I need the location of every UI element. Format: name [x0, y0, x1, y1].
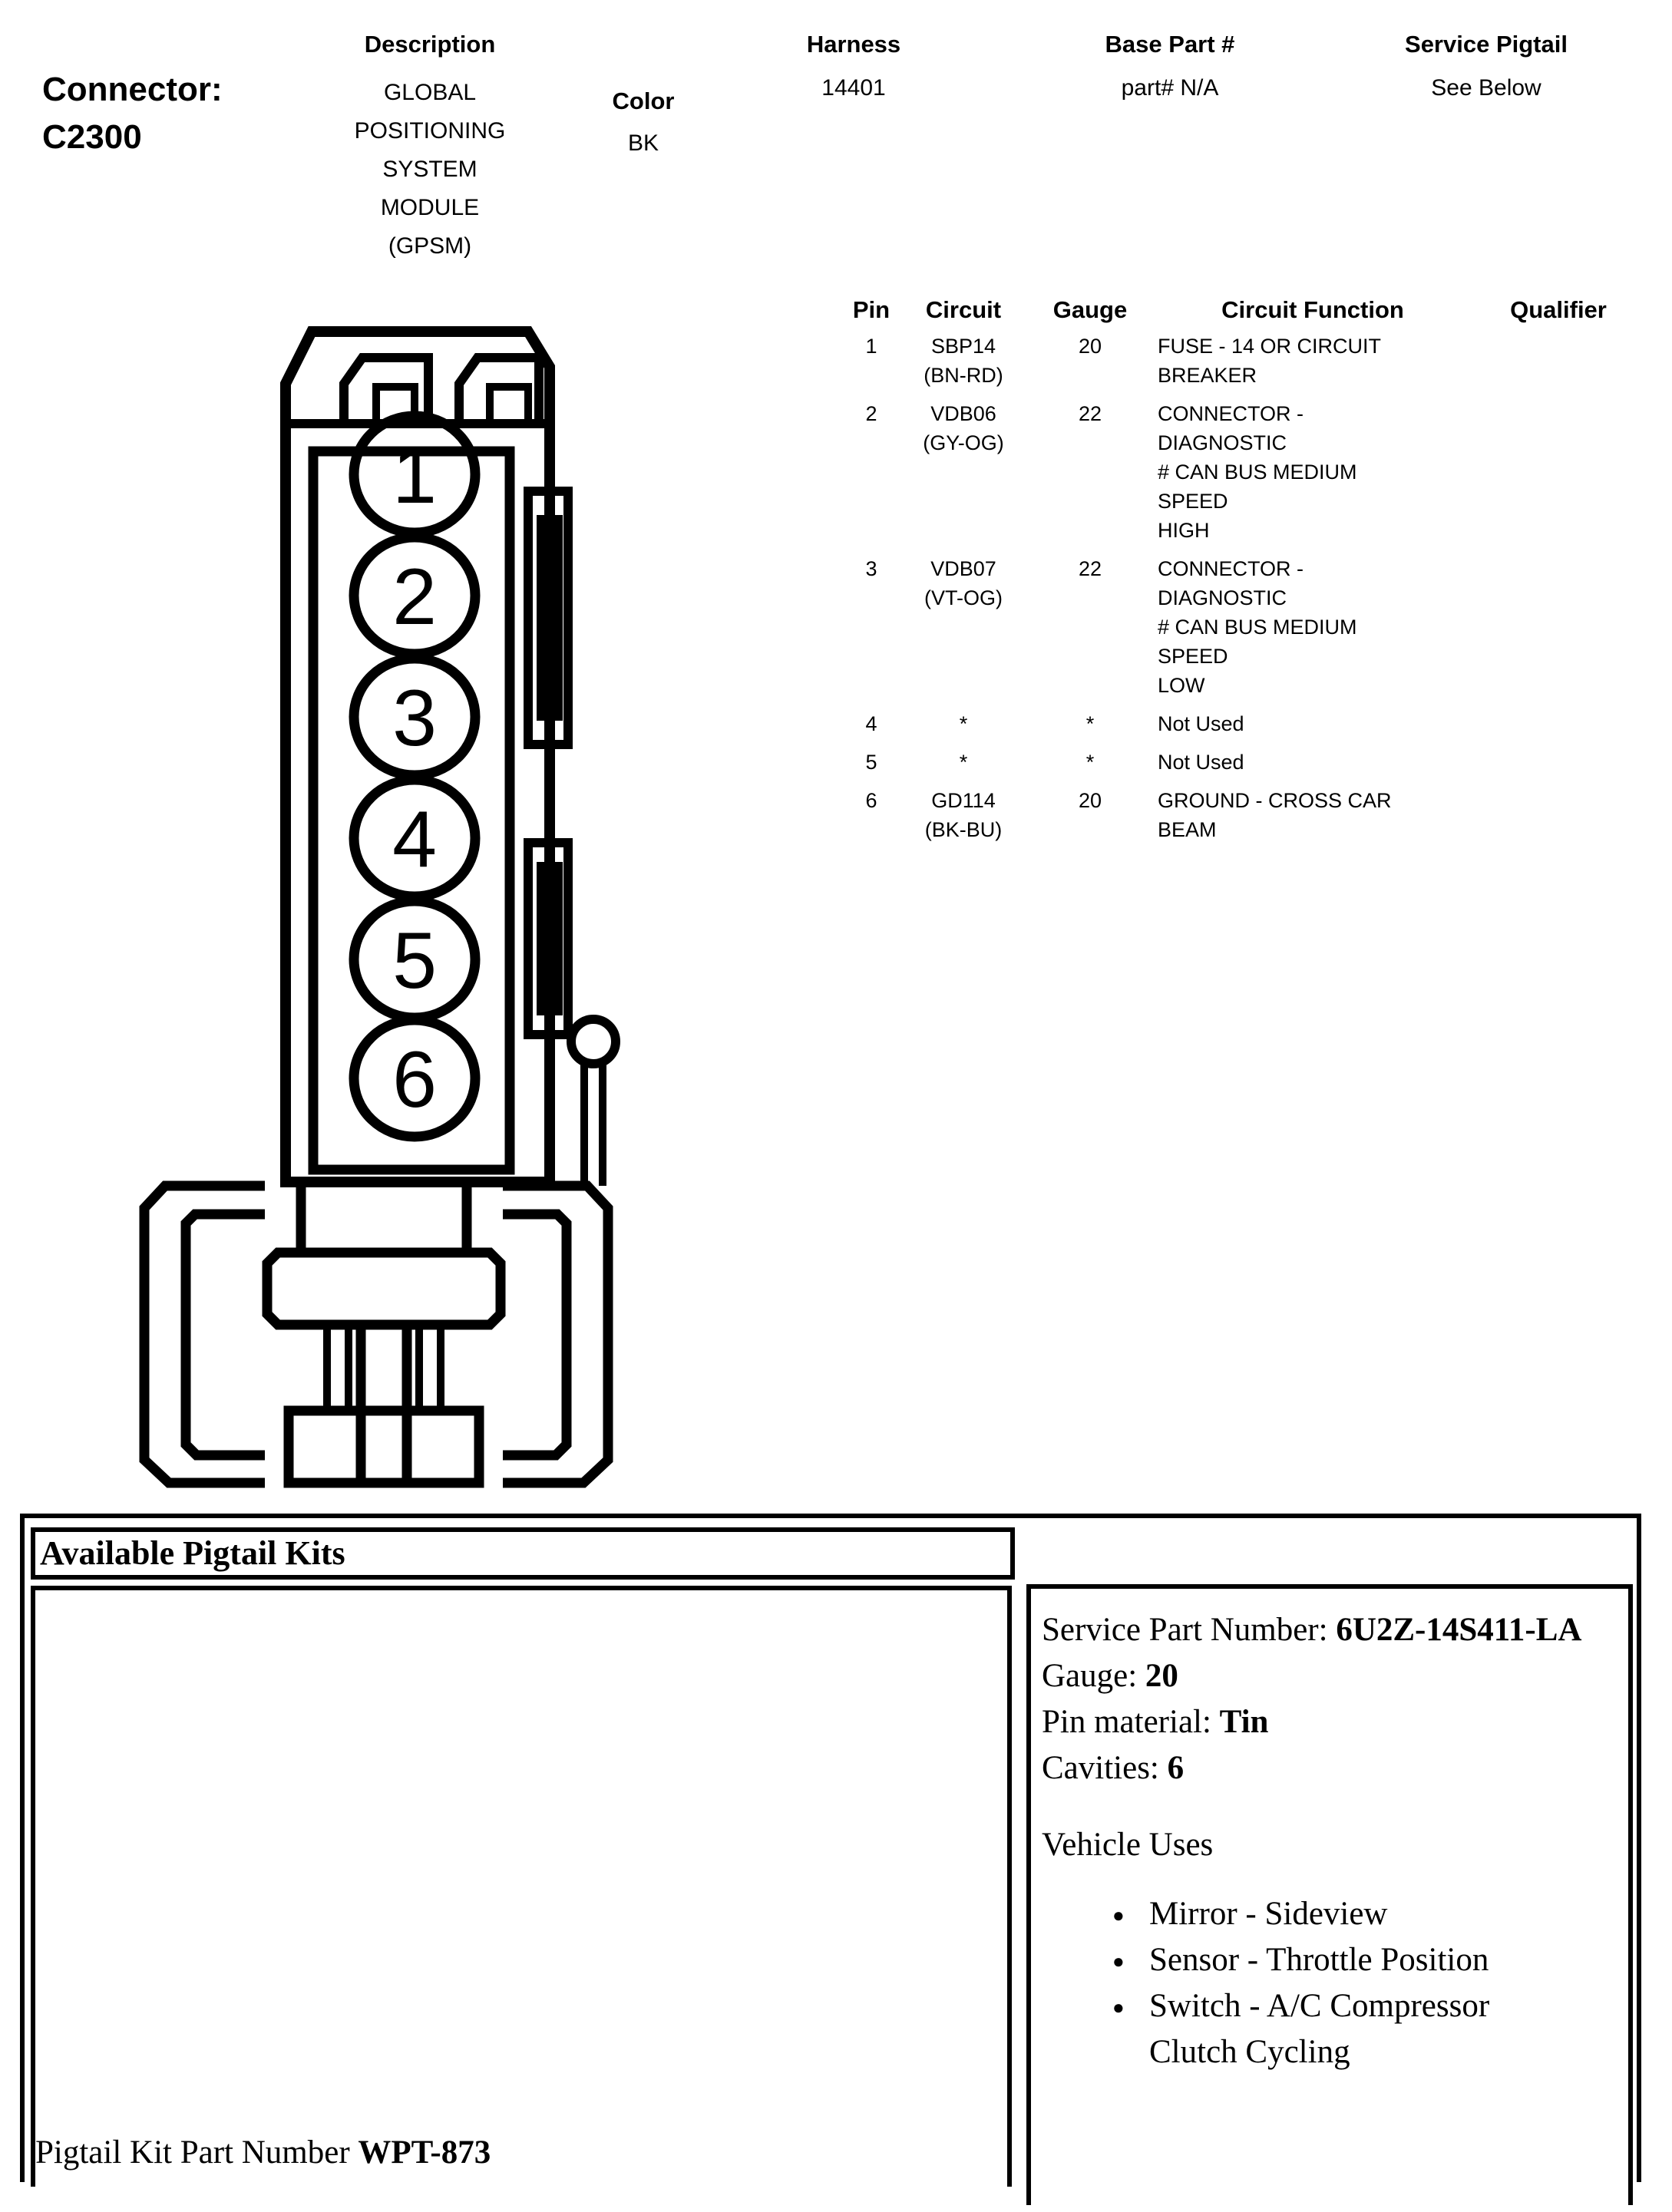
harness-value: 14401 — [821, 75, 886, 101]
pigtail-kit-part-number-line — [35, 2134, 491, 2171]
circuit-function-column-header: Circuit Function — [1221, 296, 1404, 323]
base-part-value: part# N/A — [1121, 75, 1219, 101]
qualifier-cell — [1474, 399, 1643, 554]
gauge-cell: 22 — [1078, 402, 1102, 425]
base-crossbar — [267, 1253, 501, 1325]
qualifier-column-header: Qualifier — [1510, 296, 1607, 323]
gauge-column-header: Gauge — [1052, 296, 1128, 323]
pin-4-number: 4 — [392, 795, 437, 884]
service-part-number-line: Service Part Number: 6U2Z-14S411-LA — [1042, 1612, 1582, 1648]
base-right-wing — [503, 1186, 608, 1483]
pin-table-row — [844, 399, 1643, 554]
pin-1-number: 1 — [392, 431, 437, 520]
cavities-value: 6 — [1167, 1750, 1185, 1786]
gauge-cell: * — [1085, 712, 1095, 735]
gauge-cell: 20 — [1078, 335, 1102, 358]
function-cell: Not Used — [1158, 751, 1244, 774]
qualifier-cell — [1474, 332, 1643, 399]
description-value: GLOBAL POSITIONING SYSTEM MODULE (GPSM) — [354, 80, 506, 259]
base-part-label: Base Part # — [1105, 31, 1235, 58]
vehicle-use-item: ● Sensor - Throttle Position — [1149, 1937, 1582, 1983]
pin-table-row — [844, 554, 1643, 709]
vehicle-uses-list — [1042, 1891, 1582, 2075]
vehicle-use-item: ● Mirror - Sideview — [1149, 1891, 1582, 1937]
qualifier-cell — [1474, 748, 1643, 786]
function-cell: Not Used — [1158, 712, 1244, 735]
pin-table — [844, 296, 1643, 853]
service-part-panel — [1026, 1584, 1633, 2205]
function-cell: CONNECTOR - DIAGNOSTIC # CAN BUS MEDIUM SPEED LOW — [1158, 557, 1357, 697]
connector-title — [42, 66, 223, 161]
description-label: Description — [364, 31, 496, 58]
function-cell: GROUND - CROSS CAR BEAM — [1158, 789, 1392, 841]
service-pigtail-value: See Below — [1431, 75, 1541, 101]
pin-material-value: Tin — [1219, 1704, 1269, 1740]
pin-3-number: 3 — [392, 674, 437, 763]
function-cell: FUSE - 14 OR CIRCUIT BREAKER — [1158, 335, 1382, 387]
pin-material-line: Pin material: Tin — [1042, 1704, 1269, 1740]
base-left-wing — [144, 1186, 265, 1483]
pin-cell: 6 — [865, 789, 877, 812]
circuit-cell: * — [959, 751, 968, 774]
vehicle-uses-title: Vehicle Uses — [1042, 1827, 1214, 1863]
pin-cell: 4 — [865, 712, 877, 735]
base-bottom-plate — [289, 1411, 479, 1483]
color-label: Color — [612, 87, 675, 114]
pin-table-row — [844, 786, 1643, 853]
available-pigtail-kits-title: Available Pigtail Kits — [40, 1534, 345, 1572]
gauge-cell: * — [1085, 751, 1095, 774]
pigtail-kits-body-box — [31, 1586, 1012, 2187]
service-pigtail-label: Service Pigtail — [1405, 31, 1568, 58]
circuit-cell: * — [959, 712, 968, 735]
pin-table-row — [844, 709, 1643, 748]
qualifier-cell — [1474, 786, 1643, 853]
qualifier-cell — [1474, 709, 1643, 748]
vehicle-use-item: ● Switch - A/C Compressor Clutch Cycling — [1149, 1983, 1582, 2075]
qualifier-cell — [1474, 554, 1643, 709]
connector-base — [144, 1182, 608, 1483]
side-latches — [528, 491, 616, 1186]
available-pigtail-kits-header — [31, 1527, 1015, 1580]
circuit-column-header: Circuit — [925, 296, 1002, 323]
pin-cavities — [354, 416, 475, 1137]
circuit-cell: VDB06 (GY-OG) — [923, 402, 1004, 454]
pin-6-number: 6 — [392, 1035, 437, 1124]
harness-label: Harness — [806, 31, 901, 58]
color-value: BK — [627, 130, 659, 156]
connector-diagram — [107, 307, 645, 1504]
pin-cell: 3 — [865, 557, 877, 580]
pin-table-row — [844, 748, 1643, 786]
pigtail-kit-part-number-value: WPT-873 — [358, 2134, 491, 2171]
base-neck — [301, 1182, 467, 1253]
base-center-column — [361, 1325, 407, 1483]
function-cell: CONNECTOR - DIAGNOSTIC # CAN BUS MEDIUM SPEED HIGH — [1158, 402, 1357, 542]
service-part-number-value: 6U2Z-14S411-LA — [1336, 1612, 1582, 1648]
spacer — [1042, 1791, 1582, 1822]
gauge-cell: 20 — [1078, 789, 1102, 812]
pin-column-header: Pin — [852, 296, 891, 323]
cavities-line: Cavities: 6 — [1042, 1750, 1185, 1786]
pin-cell: 2 — [865, 402, 877, 425]
pin-2-number: 2 — [392, 553, 437, 642]
connector-label: Connector: — [42, 71, 223, 108]
gauge-cell: 22 — [1078, 557, 1102, 580]
circuit-cell: SBP14 (BN-RD) — [924, 335, 1003, 387]
gauge-line: Gauge: 20 — [1042, 1658, 1178, 1694]
pin-table-header-row — [844, 296, 1643, 332]
latch-ring — [571, 1019, 616, 1064]
pigtail-kit-part-number-label: Pigtail Kit Part Number — [35, 2134, 350, 2171]
circuit-cell: GD114 (BK-BU) — [924, 789, 1003, 841]
pin-5-number: 5 — [392, 916, 437, 1005]
pin-cell: 5 — [865, 751, 877, 774]
connector-id: C2300 — [42, 118, 142, 156]
pin-cell: 1 — [865, 335, 877, 358]
gauge-value: 20 — [1145, 1658, 1178, 1694]
circuit-cell: VDB07 (VT-OG) — [924, 557, 1003, 609]
pin-table-row — [844, 332, 1643, 399]
